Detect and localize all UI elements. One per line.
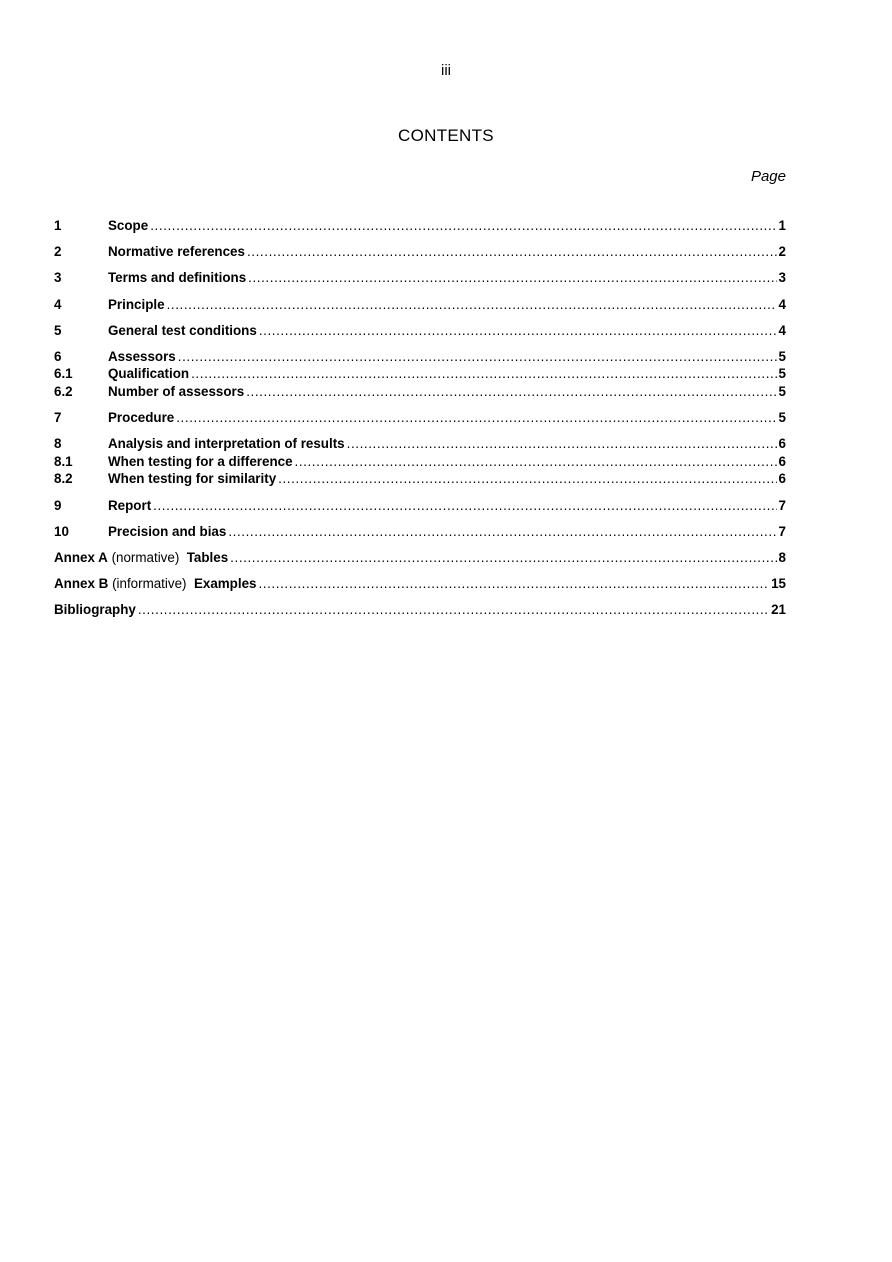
toc-title: Qualification bbox=[108, 366, 190, 382]
toc-entry-3[interactable] bbox=[54, 269, 786, 287]
toc-page: 8 bbox=[778, 549, 786, 565]
dot-leader bbox=[167, 296, 777, 314]
toc-title: Precision and bias bbox=[108, 523, 227, 539]
toc-entry-9[interactable] bbox=[54, 497, 786, 515]
dot-leader bbox=[347, 435, 777, 453]
toc-entry-8-1[interactable] bbox=[54, 453, 786, 471]
toc-title: When testing for a difference bbox=[108, 453, 293, 469]
annex-label: Annex A bbox=[54, 549, 108, 565]
toc-number: 5 bbox=[54, 322, 62, 338]
dot-leader bbox=[246, 383, 776, 401]
toc-annex-a[interactable] bbox=[54, 549, 786, 567]
page-number: iii bbox=[441, 62, 451, 79]
dot-leader bbox=[153, 497, 776, 515]
toc-number: 1 bbox=[54, 218, 62, 233]
toc-page: 7 bbox=[778, 497, 786, 513]
toc-entry-6-2[interactable] bbox=[54, 383, 786, 401]
annex-title: Tables bbox=[186, 549, 229, 565]
toc-title: Terms and definitions bbox=[108, 270, 247, 286]
toc-title: Normative references bbox=[108, 244, 245, 260]
toc-number: 3 bbox=[54, 270, 62, 286]
toc-page: 2 bbox=[778, 244, 786, 260]
toc-entry-2[interactable] bbox=[54, 243, 786, 261]
toc-page: 7 bbox=[778, 523, 786, 539]
page-title: CONTENTS bbox=[398, 126, 494, 145]
dot-leader bbox=[230, 549, 776, 567]
dot-leader bbox=[191, 365, 776, 383]
toc-page: 4 bbox=[778, 322, 786, 338]
annex-type: (informative) bbox=[112, 576, 187, 592]
dot-leader bbox=[247, 243, 777, 261]
toc-number: 6.2 bbox=[54, 383, 73, 399]
dot-leader bbox=[150, 217, 776, 235]
toc-entry-6-1[interactable] bbox=[54, 365, 786, 383]
toc-title: Principle bbox=[108, 296, 165, 312]
toc-entry-7[interactable] bbox=[54, 409, 786, 427]
toc-entry-10[interactable] bbox=[54, 523, 786, 541]
toc-title: Assessors bbox=[108, 348, 176, 364]
toc-number: 4 bbox=[54, 296, 62, 312]
toc-page: 6 bbox=[778, 453, 786, 469]
toc-number: 9 bbox=[54, 497, 62, 513]
toc-number: 2 bbox=[54, 244, 62, 260]
toc-page: 6 bbox=[778, 471, 786, 487]
toc-page: 5 bbox=[778, 348, 786, 364]
annex-title: Examples bbox=[193, 576, 257, 592]
dot-leader bbox=[176, 409, 776, 427]
dot-leader bbox=[178, 348, 777, 366]
toc-page: 4 bbox=[778, 296, 786, 312]
toc-entry-8-2[interactable] bbox=[54, 470, 786, 488]
toc-page: 1 bbox=[778, 218, 786, 233]
toc-entry-6[interactable] bbox=[54, 348, 786, 366]
dot-leader bbox=[278, 470, 776, 488]
dot-leader bbox=[295, 453, 777, 471]
toc-number: 8.2 bbox=[54, 471, 73, 487]
toc-page: 6 bbox=[778, 436, 786, 452]
dot-leader bbox=[228, 523, 776, 541]
page-column-label: Page bbox=[750, 168, 786, 185]
toc-title: When testing for similarity bbox=[108, 471, 277, 487]
toc-page: 15 bbox=[771, 576, 786, 592]
toc-number: 7 bbox=[54, 410, 62, 426]
toc-number: 6.1 bbox=[54, 366, 73, 382]
toc-number: 8.1 bbox=[54, 453, 73, 469]
toc-number: 6 bbox=[54, 348, 62, 364]
dot-leader bbox=[258, 575, 769, 593]
toc-number: 10 bbox=[54, 523, 69, 539]
toc-title: General test conditions bbox=[108, 322, 257, 338]
toc-page: 5 bbox=[778, 410, 786, 426]
toc-page: 3 bbox=[778, 270, 786, 286]
dot-leader bbox=[138, 601, 769, 619]
toc-title: Report bbox=[108, 497, 152, 513]
toc-title: Procedure bbox=[108, 410, 175, 426]
dot-leader bbox=[259, 322, 777, 340]
toc-entry-8[interactable] bbox=[54, 435, 786, 453]
annex-label: Annex B bbox=[54, 576, 109, 592]
dot-leader bbox=[248, 269, 776, 287]
toc-page: 21 bbox=[771, 602, 786, 618]
toc-entry-1[interactable] bbox=[54, 217, 786, 235]
toc-title: Scope bbox=[108, 218, 149, 233]
bibliography-title: Bibliography bbox=[54, 602, 136, 618]
toc-entry-5[interactable] bbox=[54, 322, 786, 340]
annex-type: (normative) bbox=[111, 549, 180, 565]
toc-bibliography[interactable] bbox=[54, 601, 786, 619]
toc-entry-4[interactable] bbox=[54, 296, 786, 314]
toc-page: 5 bbox=[778, 383, 786, 399]
toc-number: 8 bbox=[54, 436, 62, 452]
toc-title: Analysis and interpretation of results bbox=[108, 436, 345, 452]
toc-page: 5 bbox=[778, 366, 786, 382]
toc-title: Number of assessors bbox=[108, 383, 245, 399]
toc-annex-b[interactable] bbox=[54, 575, 786, 593]
table-of-contents bbox=[54, 217, 786, 619]
